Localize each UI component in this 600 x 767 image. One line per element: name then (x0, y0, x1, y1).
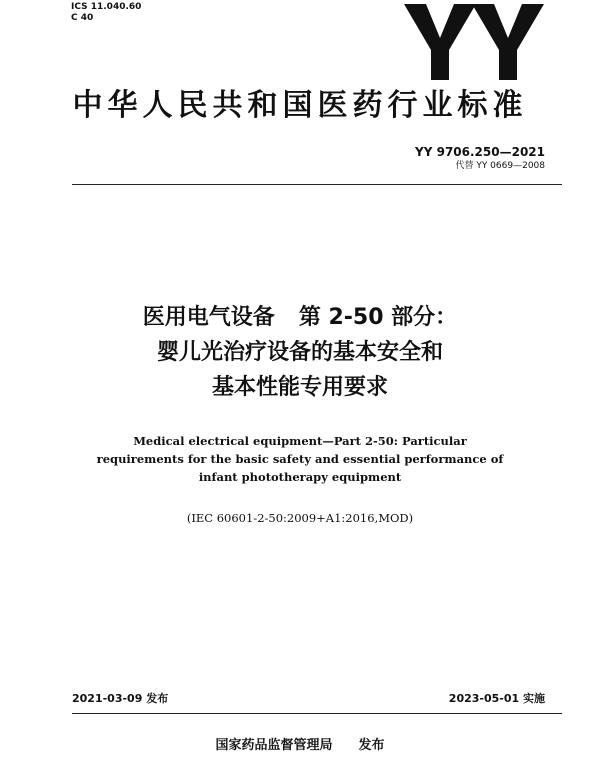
title-en-line-3: infant phototherapy equipment (198, 470, 402, 484)
top-divider (72, 184, 562, 185)
bottom-divider (72, 713, 562, 714)
title-en-line-1: Medical electrical equipment—Part 2-50: Particular (133, 434, 467, 448)
title-cn-line-1 (0, 304, 600, 332)
replaces-standard: 代替 YY 0669—2008 (455, 161, 545, 171)
implementation-date: 2023-05-01 实施 (448, 692, 545, 705)
ccs-code: C 40 (71, 13, 94, 23)
title-en-line-2: requirements for the basic safety and essential performance of (96, 452, 504, 466)
title-cn-line-3: 基本性能专用要求 (211, 375, 388, 400)
classification-codes (71, 2, 141, 24)
standard-number: YY 9706.250—2021 (415, 145, 545, 159)
title-cn-line-2: 婴儿光治疗设备的基本安全和 (156, 340, 443, 365)
iec-reference: (IEC 60601-2-50:2009+A1:2016,MOD) (186, 511, 414, 525)
title-cn-line-1-part-2: 第 2-50 部分： (298, 305, 458, 330)
organization-title: 中华人民共和国医药行业标准 (72, 88, 528, 123)
ics-code: ICS 11.040.60 (71, 2, 142, 12)
title-cn-line-1-part-1: 医用电气设备 (142, 305, 275, 330)
issuer (0, 738, 600, 754)
title-en (0, 432, 600, 486)
issuer-action: 发布 (358, 738, 385, 753)
yy-logo (404, 4, 544, 80)
issuer-name: 国家药品监督管理局 (215, 738, 333, 753)
publish-date: 2021-03-09 发布 (72, 692, 169, 705)
